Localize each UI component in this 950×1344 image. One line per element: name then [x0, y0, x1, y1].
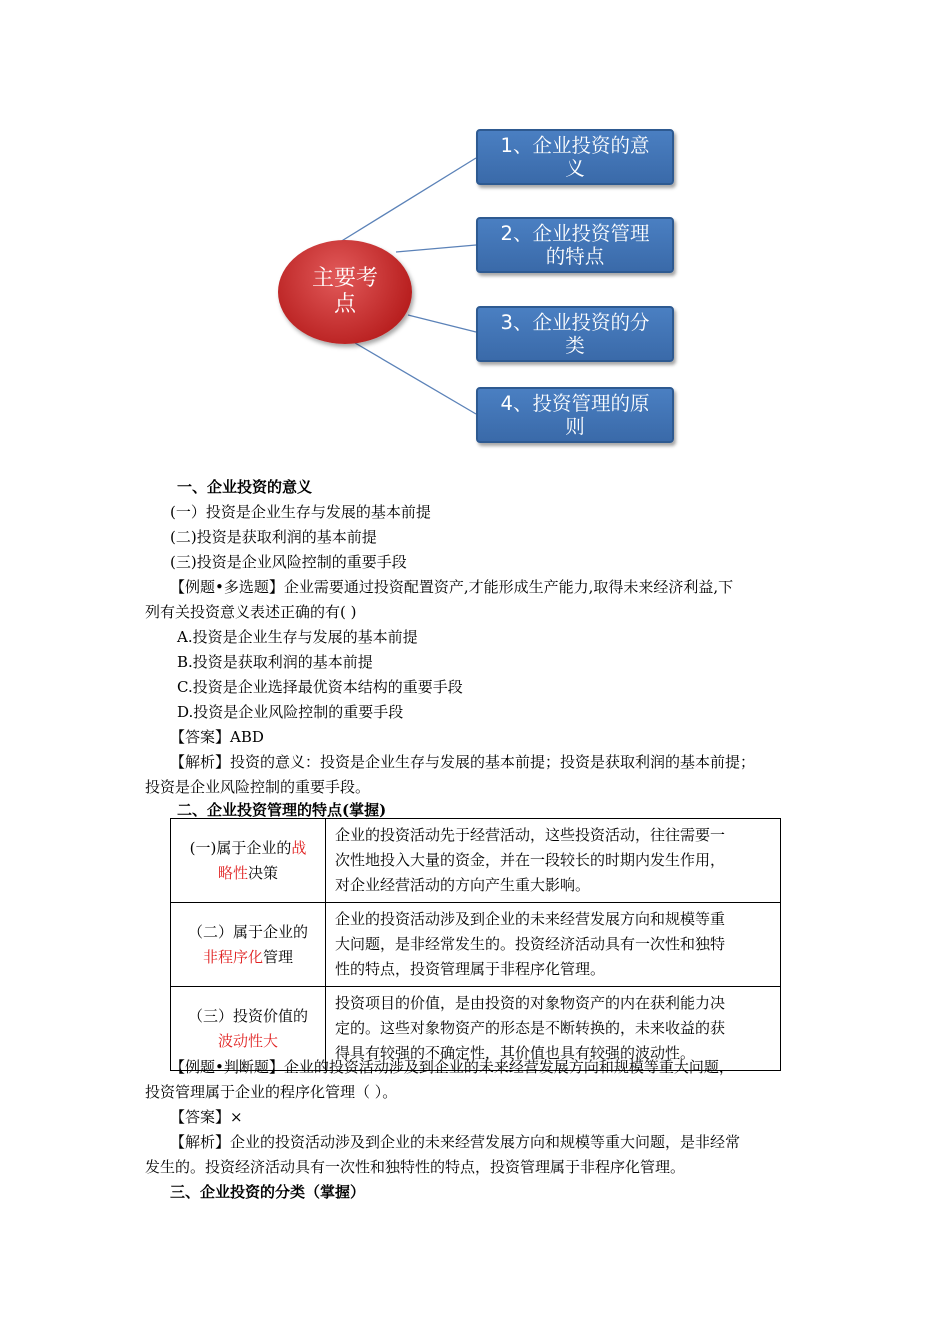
example1-analysis-line-2: 投资是企业风险控制的重要手段。	[145, 778, 371, 796]
example2-question-line-1: 【例题•判断题】企业的投资活动涉及到企业的未来经营发展方向和规模等重大问题，	[170, 1058, 734, 1076]
row1-title-red-a: 战	[291, 838, 307, 857]
example1-analysis-line-1: 【解析】投资的意义：投资是企业生存与发展的基本前提；投资是获取利润的基本前提；	[170, 753, 756, 771]
section2-heading: 二、企业投资管理的特点(掌握)	[177, 801, 387, 819]
row3-title-red: 波动性大	[217, 1031, 278, 1050]
row2-desc-line-3: 性的特点，投资管理属于非程序化管理。	[335, 960, 606, 978]
row2-title-red: 非程序化	[202, 947, 263, 966]
row2-desc-line-1: 企业的投资活动涉及到企业的未来经营发展方向和规模等重	[335, 910, 726, 928]
center-label-line-1: 主要考	[311, 266, 378, 291]
section1-heading: 一、企业投资的意义	[177, 478, 313, 496]
row1-title-post: 决策	[248, 863, 279, 882]
example1-question-line-2: 列有关投资意义表述正确的有( )	[145, 603, 357, 621]
node-4-line-2: 则	[565, 415, 585, 438]
section1-point-3: (三)投资是企业风险控制的重要手段	[170, 553, 407, 571]
example2-question-line-2: 投资管理属于企业的程序化管理（ ）。	[145, 1083, 398, 1101]
example2-analysis-line-1: 【解析】企业的投资活动涉及到企业的未来经营发展方向和规模等重大问题，是非经常	[170, 1133, 741, 1151]
node-1-line-2: 义	[565, 157, 585, 180]
mindmap-connectors	[0, 0, 950, 460]
node-2-line-2: 的特点	[545, 245, 605, 268]
row2-title-post: 管理	[263, 947, 294, 966]
connector-1	[340, 158, 476, 242]
node-3-line-2: 类	[565, 334, 585, 357]
row3-desc-line-1: 投资项目的价值，是由投资的对象物资产的内在获利能力决	[335, 994, 726, 1012]
mindmap-center-node	[278, 240, 412, 344]
row3-title-pre: （三）投资价值的	[187, 1006, 308, 1025]
center-label-line-2: 点	[333, 292, 356, 317]
mindmap-diagram	[0, 0, 950, 460]
example1-answer: 【答案】ABD	[170, 728, 264, 746]
example1-option-b: B.投资是获取利润的基本前提	[177, 653, 373, 671]
table-row	[171, 903, 781, 987]
example1-option-c: C.投资是企业选择最优资本结构的重要手段	[177, 678, 463, 696]
example1-option-a: A.投资是企业生存与发展的基本前提	[177, 628, 418, 646]
example1-question-line-1: 【例题•多选题】企业需要通过投资配置资产,才能形成生产能力,取得未来经济利益,下	[170, 578, 734, 596]
row1-desc-line-3: 对企业经营活动的方向产生重大影响。	[335, 876, 591, 894]
row2-desc	[326, 903, 781, 987]
table-row	[171, 819, 781, 903]
mindmap-node-2	[476, 217, 674, 273]
row2-title-pre: （二）属于企业的	[187, 922, 308, 941]
example2-answer: 【答案】×	[170, 1108, 243, 1126]
node-3-line-1: 3、企业投资的分	[500, 311, 650, 334]
row3-desc-line-3: 得具有较强的不确定性，其价值也具有较强的波动性。	[335, 1044, 696, 1062]
row1-desc-line-2: 次性地投入大量的资金，并在一段较长的时期内发生作用，	[335, 851, 726, 869]
section1-point-2: (二)投资是获取利润的基本前提	[170, 528, 377, 546]
row1-desc-line-1: 企业的投资活动先于经营活动，这些投资活动，往往需要一	[335, 826, 726, 844]
mindmap-node-1	[476, 129, 674, 185]
row1-title	[171, 819, 326, 903]
example1-option-d: D.投资是企业风险控制的重要手段	[177, 703, 404, 721]
node-4-line-1: 4、投资管理的原	[500, 392, 650, 415]
row3-desc-line-2: 定的。这些对象物资产的形态是不断转换的，未来收益的获	[335, 1019, 726, 1037]
mindmap-node-3	[476, 306, 674, 362]
features-table	[170, 818, 781, 1071]
row1-title-red-b: 略性	[217, 863, 248, 882]
section3-heading: 三、企业投资的分类（掌握）	[170, 1183, 366, 1201]
example2-analysis-line-2: 发生的。投资经济活动具有一次性和独特性的特点，投资管理属于非程序化管理。	[145, 1158, 686, 1176]
node-2-line-1: 2、企业投资管理	[500, 222, 650, 245]
row2-desc-line-2: 大问题，是非经常发生的。投资经济活动具有一次性和独特	[335, 935, 726, 953]
row1-title-pre: (一)属于企业的	[189, 838, 292, 857]
connector-3	[408, 315, 476, 332]
row2-title	[171, 903, 326, 987]
row1-desc	[326, 819, 781, 903]
node-1-line-1: 1、企业投资的意	[500, 134, 650, 157]
mindmap-node-4	[476, 387, 674, 443]
connector-2	[396, 245, 476, 252]
connector-4	[350, 340, 476, 414]
section1-point-1: (一）投资是企业生存与发展的基本前提	[170, 503, 431, 521]
